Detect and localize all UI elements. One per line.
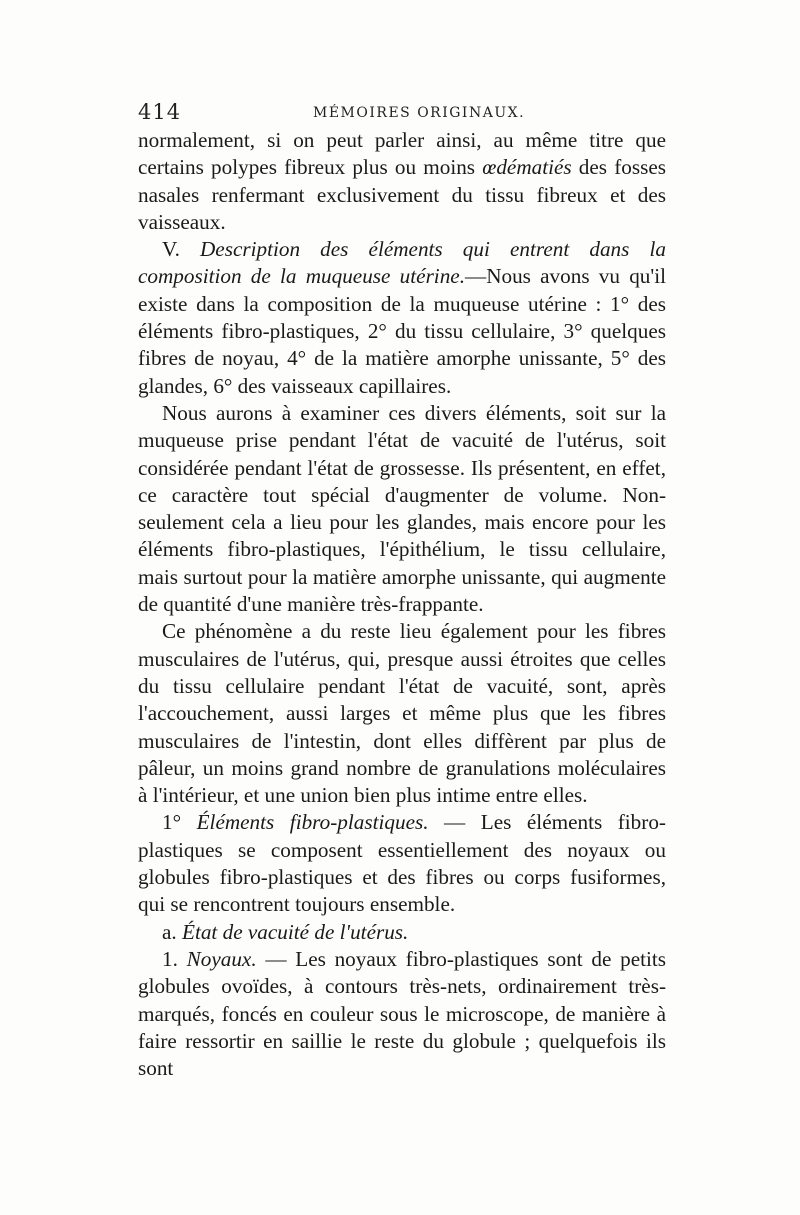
noyaux-heading: Noyaux.	[186, 946, 257, 971]
paragraph-section-v: V. Description des éléments qui entrent dans la composition de la muqueuse utérine.—Nous avons vu qu'il existe dans la composition de la muqueuse utérine : 1° des éléments fibro-plastiques, 2° du tissu cellulaire, 3° quelques fibres de noyau, 4° de la matière amorphe unissante, 5° des glandes, 6° des vaisseaux capillaires.	[138, 237, 666, 398]
paragraph-elements: 1° Éléments fibro-plastiques. — Les éléments fibro-plastiques se composent essentiellement des noyaux ou globules fibro-plastiques et des fibres ou corps fusiformes, qui se rencontrent toujours ensemble.	[138, 810, 666, 917]
section-heading: Description des éléments qui entrent dans la composition de la muqueuse utérine.	[138, 237, 666, 289]
running-head: MÉMOIRES ORIGINAUX.	[313, 105, 526, 121]
subsection-heading: Éléments fibro-plastiques.	[196, 810, 429, 835]
text-body	[138, 127, 666, 1082]
page-header	[138, 100, 666, 128]
page-number: 414	[138, 100, 182, 124]
paragraph: Nous aurons à examiner ces divers éléments, soit sur la muqueuse prise pendant l'état de vacuité de l'utérus, soit considérée pendant l'état de grossesse. Ils présentent, en effet, ce caractère tout spécial d'augmenter de volume. Non-seulement cela a lieu pour les glandes, mais encore pour les éléments fibro-plastiques, l'épithélium, le tissu cellulaire, mais surtout pour la matière amorphe unissante, qui augmente de quantité d'une manière très-frappante.	[138, 400, 666, 617]
paragraph-subheading: a. État de vacuité de l'utérus.	[162, 919, 409, 944]
paragraph-continuation: normalement, si on peut parler ainsi, au même titre que certains polypes fibreux plus ou moins œdématiés des fosses nasales renfermant exclusivement du tissu fibreux et des vaisseaux.	[138, 128, 666, 234]
paragraph: Ce phénomène a du reste lieu également pour les fibres musculaires de l'utérus, qui, presque aussi étroites que celles du tissu cellulaire pendant l'état de vacuité, sont, après l'accouchement, aussi larges et même plus que les fibres musculaires de l'intestin, dont elles diffèrent par plus de pâleur, un moins grand nombre de granulations moléculaires à l'intérieur, et une union bien plus intime entre elles.	[138, 619, 666, 808]
subheading-vacuite: État de vacuité de l'utérus.	[182, 919, 409, 944]
paragraph-noyaux: 1. Noyaux. — Les noyaux fibro-plastiques sont de petits globules ovoïdes, à contours très-nets, ordinairement très-marqués, foncés en couleur sous le microscope, de manière à faire ressortir en saillie le reste du globule ; quelquefois ils sont	[138, 946, 666, 1081]
